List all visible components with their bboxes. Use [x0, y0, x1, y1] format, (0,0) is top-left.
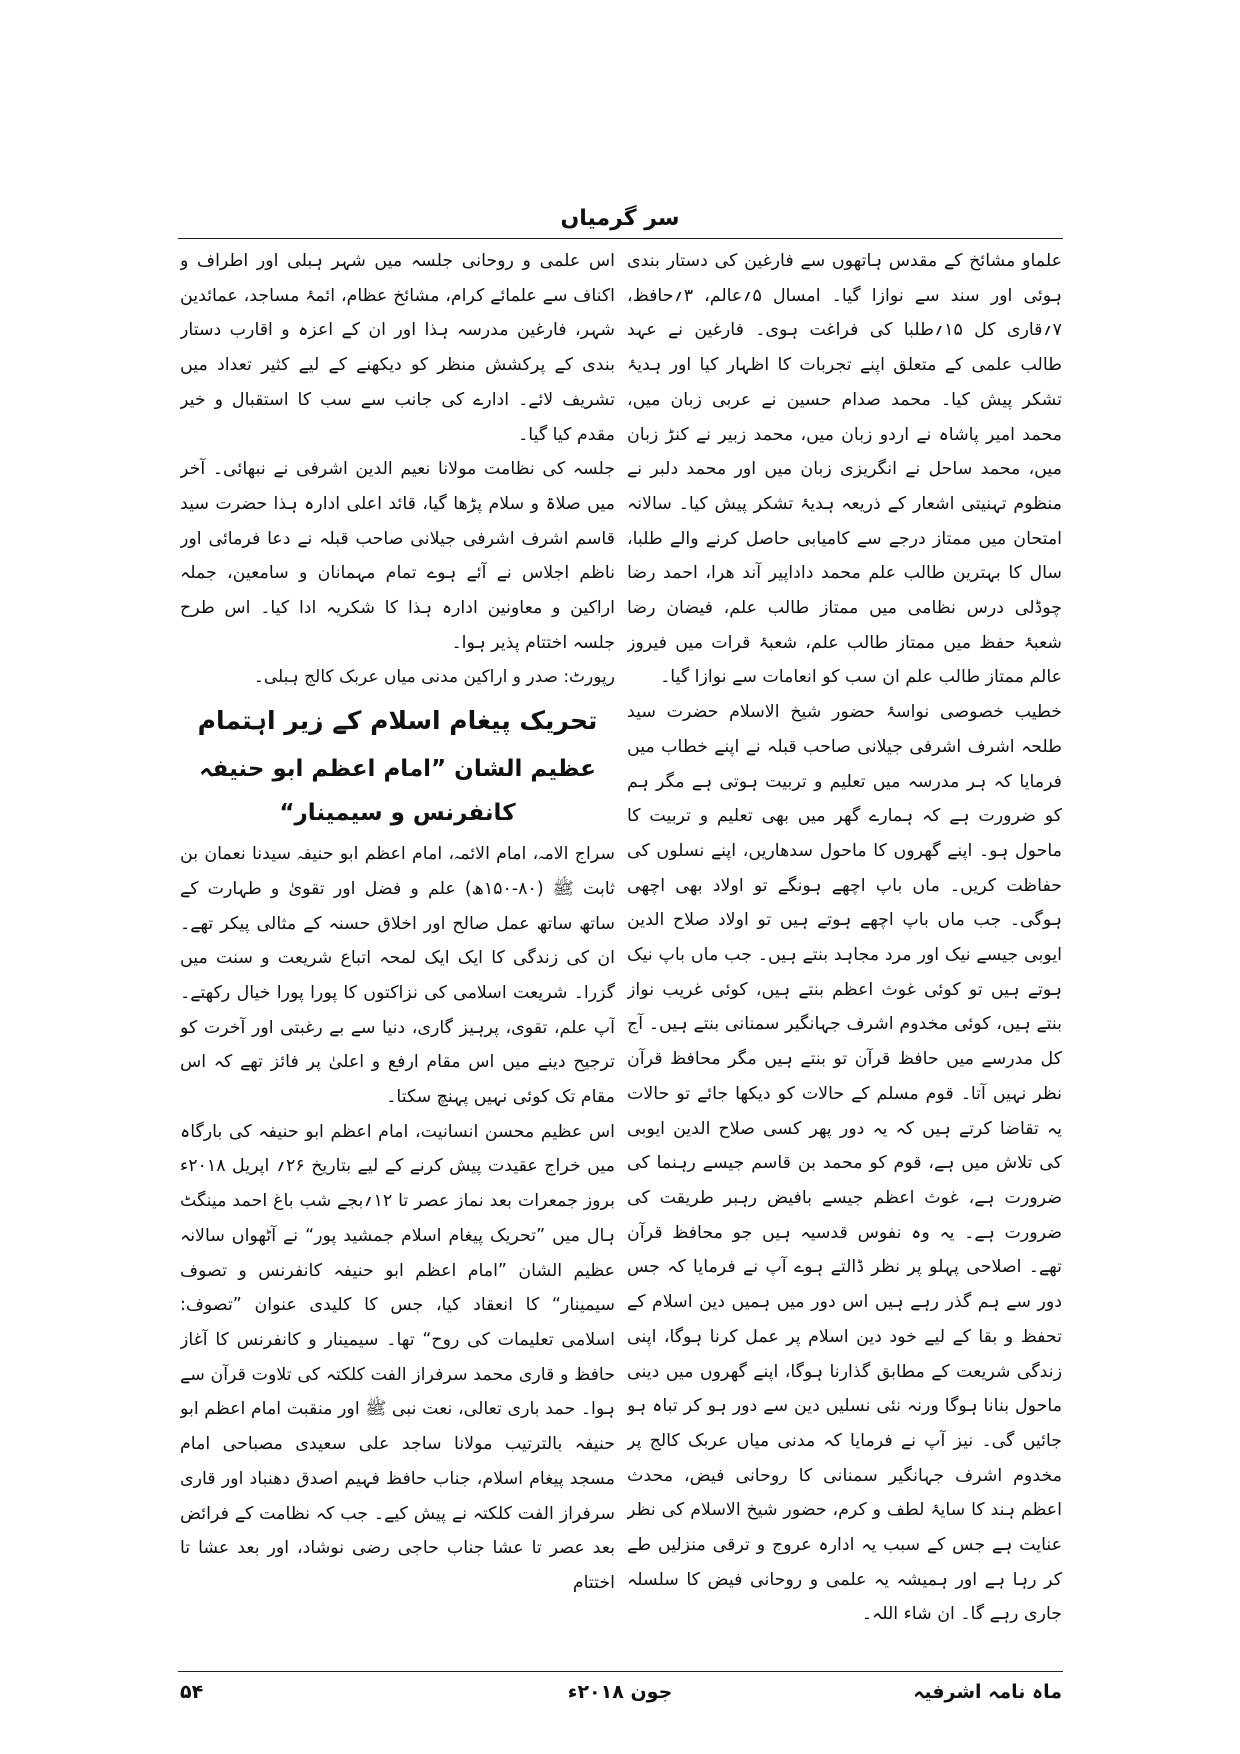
paragraph: علماو مشائخ کے مقدس ہاتھوں سے فارغین کی دستار بندی ہوئی اور سند سے نوازا گیا۔ امسال ۵؍عالم، ۳؍حافظ، ۷؍قاری کل ۱۵؍طلبا کی فراغت ہوی۔ فارغین نے عہد طالب علمی کے متعلق اپنے تجربات کا اظہار کیا اور ہدیۂ تشکر پیش کیا۔ محمد صدام حسین نے عربی زبان میں، محمد امیر پاشاہ نے اردو زبان میں، محمد زبیر نے کنڑ زبان میں، محمد ساحل نے انگریزی زبان میں اور محمد دلبر نے منظوم تہنیتی اشعار کے ذریعہ ہدیۂ تشکر پیش کیا۔ سالانہ امتحان میں ممتاز درجے سے کامیابی حاصل کرنے والے طلبا، سال کا بہترین طالب علم محمد داداپیر آند ھرا، احمد رضا چوڈلی درس نظامی میں ممتاز طالب علم، فیضان رضا شعبۂ حفظ میں ممتاز طالب علم، شعبۂ قرات میں فیروز عالم ممتاز طالب علم ان سب کو انعامات سے نوازا گیا۔ — [627, 251, 1062, 688]
footer-rule — [178, 1671, 1063, 1672]
report-credit: رپورٹ: صدر و اراکین مدنی میاں عربک کالج ہبلی۔ — [253, 667, 615, 688]
page-number: ۵۴ — [180, 1681, 204, 1703]
right-column — [627, 244, 1062, 1666]
paragraph: خطیب خصوصی نواسۂ حضور شیخ الاسلام حضرت سید طلحہ اشرف اشرفی جیلانی صاحب قبلہ نے اپنے خطاب میں فرمایا کہ ہر مدرسہ میں تعلیم و تربیت ہوتی ہے مگر ہم کو ضرورت ہے کہ ہمارے گھر میں بھی تعلیم و تربیت کا ماحول ہو۔ اپنے گھروں کا ماحول سدھاریں، اپنے نسلوں کی حفاظت کریں۔ ماں باپ اچھے ہونگے تو اولاد بھی اچھی ہوگی۔ جب ماں باپ اچھے ہوتے ہیں تو اولاد صلاح الدین ایوبی جیسے نیک اور مرد مجاہد بنتے ہیں۔ جب ماں باپ نیک ہوتے ہیں تو کوئی غوث اعظم بنتے ہیں، کوئی غریب نواز بنتے ہیں، کوئی مخدوم اشرف جہانگیر سمنانی بنتے ہیں۔ آج کل مدرسے میں حافظ قرآن تو بنتے ہیں مگر محافظ قرآن نظر نہیں آتا۔ قوم مسلم کے حالات کو دیکھا جائے تو حالات یہ تقاضا کرتے ہیں کہ یہ دور پھر کسی صلاح الدین ایوبی کی تلاش میں ہے، قوم کو محمد بن قاسم جیسے رہنما کی ضرورت ہے، غوث اعظم جیسے بافیض رہبر طریقت کی ضرورت ہے۔ یہ وہ نفوس قدسیہ ہیں جو محافظ قرآن تھے۔ اصلاحی پہلو پر نظر ڈالتے ہوے آپ نے فرمایا کہ جس دور سے ہم گذر رہے ہیں اس دور میں ہمیں دین اسلام کے تحفظ و بقا کے لیے خود دین اسلام پر عمل کرنا ہوگا، اپنی زندگی شریعت کے مطابق گذارنا ہوگا، اپنے گھروں میں دینی ماحول بنانا ہوگا ورنہ نئی نسلیں دین سے دور ہو کر تباہ ہو جائیں گی۔ نیز آپ نے فرمایا کہ مدنی میاں عربک کالج پر مخدوم اشرف جہانگیر سمنانی کا روحانی فیض، محدث اعظم ہند کا سایۂ لطف و کرم، حضور شیخ الاسلام کی نظر عنایت ہے جس کے سبب یہ ادارہ عروج و ترقی منزلیں طے کر رہا ہے اور ہمیشہ یہ علمی و روحانی فیض کا سلسلہ جاری رہے گا۔ ان شاء اللہ۔ — [627, 702, 1062, 1625]
paragraph: سراج الامہ، امام الائمہ، امام اعظم ابو حنیفہ سیدنا نعمان بن ثابت ﷺ (۸۰-۱۵۰ھ) علم و فضل اور تقویٰ و طہارت کے ساتھ ساتھ عمل صالح اور اخلاق حسنہ کے مثالی پیکر تھے۔ ان کی زندگی کا ایک ایک لمحہ اتباع شریعت و سنت میں گزرا۔ شریعت اسلامی کی نزاکتوں کا پورا پورا خیال رکھتے۔ آپ علم، تقوی، پرہیز گاری، دنیا سے بے رغبتی اور آخرت کو ترجیح دینے میں اس مقام ارفع و اعلیٰ پر فائز تھے کہ اس مقام تک کوئی نہیں پہنچ سکتا۔ — [180, 844, 615, 1108]
magazine-name: ماہ نامہ اشرفیہ — [913, 1681, 1062, 1703]
paragraph: اس علمی و روحانی جلسہ میں شہر ہبلی اور اطراف و اکناف سے علمائے کرام، مشائخ عظام، ائمۂ مساجد، عمائدین شہر، فارغین مدرسہ ہذا اور ان کے اعزہ و اقارب دستار بندی کے پرکشش منظر کو دیکھنے کے لیے کثیر تعداد میں تشریف لائے۔ ادارے کی جانب سے سب کا استقبال و خیر مقدم کیا گیا۔ — [180, 251, 615, 445]
article-subheading: عظیم الشان ”امام اعظم ابو حنیفہ کانفرنس و سیمینار“ — [199, 756, 596, 827]
section-title: سر گرمیاں — [560, 206, 680, 231]
paragraph: جلسہ کی نظامت مولانا نعیم الدین اشرفی نے نبھائی۔ آخر میں صلاۃ و سلام پڑھا گیا، قائد اعلی ادارہ ہذا حضرت سید قاسم اشرف اشرفی جیلانی صاحب قبلہ نے دعا فرمائی اور ناظم اجلاس نے آئے ہوے تمام مہمانان و سامعین، جملہ اراکین و معاونین ادارہ ہذا کا شکریہ ادا کیا۔ اس طرح جلسہ اختتام پذیر ہوا۔ — [180, 459, 615, 653]
left-column — [180, 244, 615, 1666]
paragraph: اس عظیم محسن انسانیت، امام اعظم ابو حنیفہ کی بارگاہ میں خراج عقیدت پیش کرنے کے لیے بتاریخ ۲۶؍ اپریل ۲۰۱۸ء بروز جمعرات بعد نماز عصر تا ۱۲؍بجے شب باغ احمد مینگٹ ہال میں ”تحریک پیغام اسلام جمشید پور“ نے آٹھواں سالانہ عظیم الشان ”امام اعظم ابو حنیفہ کانفرنس و تصوف سیمینار“ کا انعقاد کیا، جس کا کلیدی عنوان ”تصوف: اسلامی تعلیمات کی روح“ تھا۔ سیمینار و کانفرنس کا آغاز حافظ و قاری محمد سرفراز الفت کلکتہ کی تلاوت قرآن سے ہوا۔ حمد باری تعالی، نعت نبی ﷺ اور منقبت امام اعظم ابو حنیفہ بالترتیب مولانا ساجد علی سعیدی مصباحی امام مسجد پیغام اسلام، جناب حافظ فہیم اصدق دھنباد اور قاری سرفراز الفت کلکتہ نے پیش کیے۔ جب کہ نظامت کے فرائض بعد عصر تا عشا جناب حاجی رضی نوشاد، اور بعد عشا تا اختتام — [180, 1121, 615, 1593]
article-heading: تحریک پیغام اسلام کے زیر اہتمام — [197, 706, 598, 736]
header-rule — [178, 238, 1063, 239]
issue-date: جون ۲۰۱۸ء — [567, 1681, 673, 1703]
